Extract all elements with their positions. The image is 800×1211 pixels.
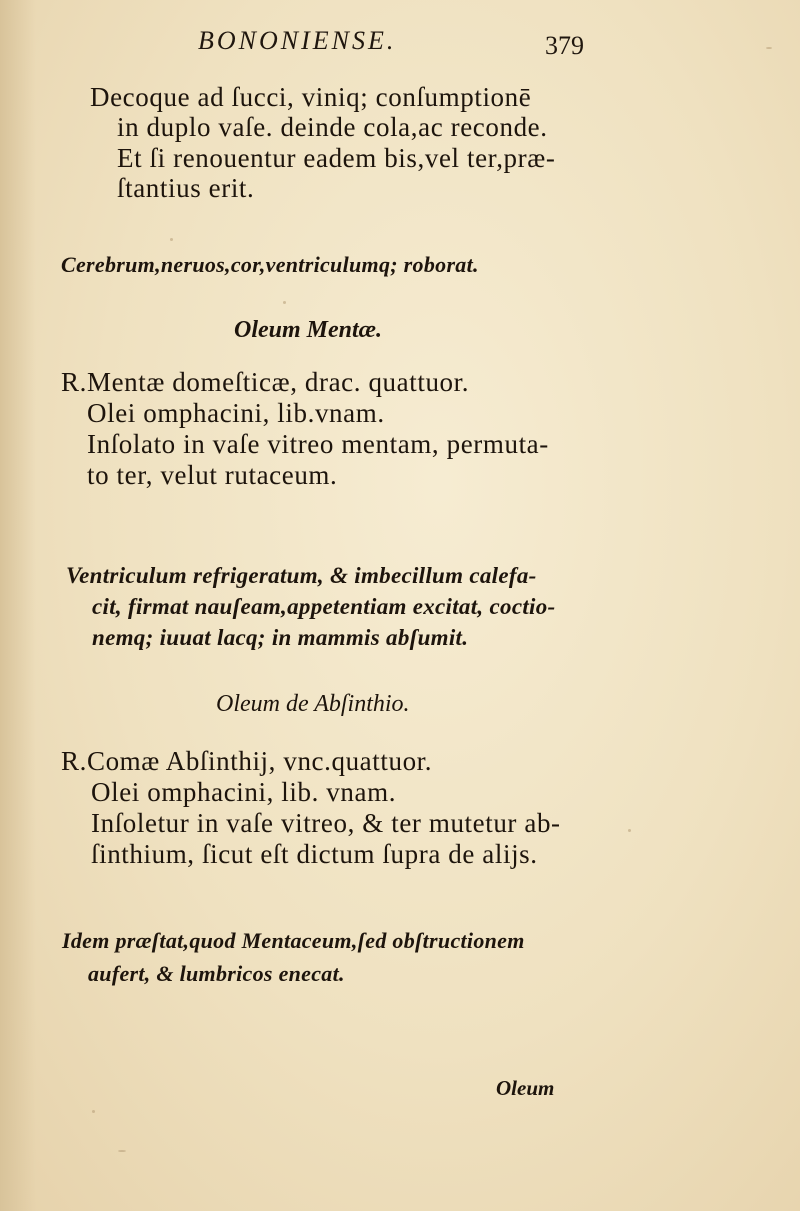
recipe-line: to ter, velut rutaceum. (87, 460, 338, 490)
note-ventriculum: nemq; iuuat lacq; in mammis abſumit. (92, 625, 469, 650)
paper-speck (283, 301, 286, 304)
recipe-line: ſinthium, ſicut eſt dictum ſupra de alijs. (91, 839, 538, 869)
paper-speck (170, 238, 173, 241)
recipe-line: Olei omphacini, lib. vnam. (91, 777, 397, 807)
text-line: Et ſi renouentur eadem bis,vel ter,præ- (117, 143, 556, 173)
recipe-title-mentae: Oleum Mentæ. (234, 317, 383, 343)
text-line: Decoque ad ſucci, viniq; conſumptionē (90, 82, 532, 112)
note-idem: Idem præſtat,quod Mentaceum,ſed obſtructionem (62, 928, 525, 953)
recipe-line: Inſolato in vaſe vitreo mentam, permuta- (87, 429, 549, 459)
page-number: 379 (545, 31, 584, 60)
recipe-line: Inſoletur in vaſe vitreo, & ter mutetur ab- (91, 808, 561, 838)
note-ventriculum: cit, firmat nauſeam,appetentiam excitat, coctio- (92, 594, 556, 619)
paper-speck (766, 47, 772, 49)
recipe-title-absinthio: Oleum de Abſinthio. (216, 691, 410, 717)
note-ventriculum: Ventriculum refrigeratum, & imbecillum calefa- (66, 563, 537, 588)
text-line: ſtantius erit. (117, 173, 255, 203)
recipe-line: R.Comæ Abſinthij, vnc.quattuor. (61, 746, 433, 776)
recipe-line: R.Mentæ domeſticæ, drac. quattuor. (61, 367, 470, 397)
catchword: Oleum (496, 1076, 555, 1100)
recipe-line: Olei omphacini, lib.vnam. (87, 398, 385, 428)
running-title: BONONIENSE. (198, 26, 397, 55)
paper-speck (92, 1110, 95, 1113)
text-line: in duplo vaſe. deinde cola,ac reconde. (117, 112, 548, 142)
paper-speck (628, 829, 631, 832)
spine-shadow (0, 0, 36, 1211)
note-cerebrum: Cerebrum,neruos,cor,ventriculumq; roborat. (61, 252, 479, 277)
note-idem: aufert, & lumbricos enecat. (88, 961, 345, 986)
paper-speck (118, 1150, 126, 1152)
